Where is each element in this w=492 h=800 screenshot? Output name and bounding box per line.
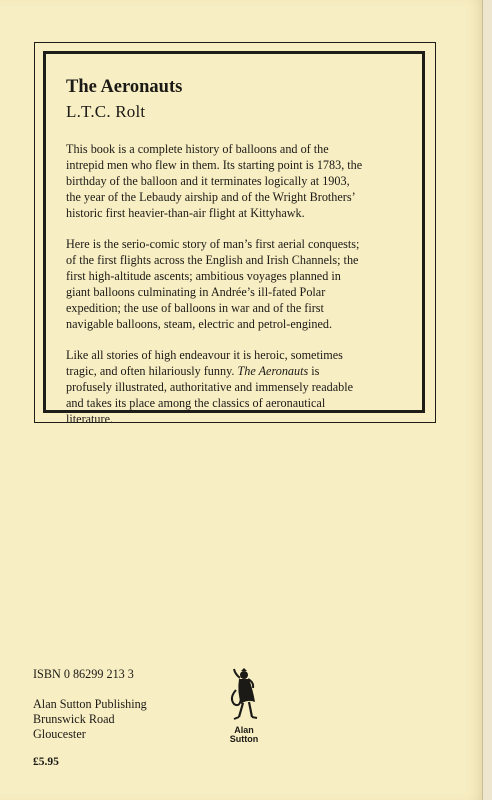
- price: £5.95: [33, 756, 59, 768]
- text-line: literature.: [66, 412, 114, 426]
- text-line: the year of the Lebaudy airship and of the Wright Brothers’: [66, 190, 356, 204]
- logo-wordmark: [221, 726, 267, 744]
- isbn: ISBN 0 86299 213 3: [33, 667, 134, 681]
- text-line: navigable balloons, steam, electric and petrol-engined.: [66, 317, 332, 331]
- aeronaut-figure-icon: [227, 668, 261, 726]
- text-segment: is: [308, 364, 320, 378]
- book-author: L.T.C. Rolt: [66, 102, 146, 121]
- text-line: intrepid men who flew in them. Its starting point is 1783, the: [66, 158, 363, 172]
- text-line: [66, 363, 416, 379]
- publisher-logo: [221, 668, 267, 746]
- text-line: This book is a complete history of balloons and of the: [66, 142, 329, 156]
- publisher-address: [33, 697, 147, 742]
- blurb-paragraph-3: [66, 347, 416, 427]
- text-segment: tragic, and often hilariously funny.: [66, 364, 238, 378]
- text-line: and takes its place among the classics of aeronautical: [66, 396, 326, 410]
- text-line: first high-altitude ascents; ambitious voyages planned in: [66, 269, 341, 283]
- text-line: profusely illustrated, authoritative and immensely readable: [66, 380, 353, 394]
- text-line: birthday of the balloon and it terminates logically at 1903,: [66, 174, 350, 188]
- blurb-box: [66, 76, 416, 427]
- logo-word: Alan: [234, 725, 254, 735]
- logo-word: Sutton: [229, 734, 259, 744]
- text-line: expedition; the use of balloons in war and of the first: [66, 301, 324, 315]
- publisher-name: Alan Sutton Publishing: [33, 697, 147, 711]
- text-line: giant balloons culminating in Andrée’s ill-fated Polar: [66, 285, 326, 299]
- text-line: Like all stories of high endeavour it is heroic, sometimes: [66, 348, 343, 362]
- publisher-city: Gloucester: [33, 727, 86, 741]
- publisher-street: Brunswick Road: [33, 712, 115, 726]
- blurb-paragraph-1: [66, 141, 416, 221]
- book-title: The Aeronauts: [66, 77, 183, 97]
- text-line: historic first heavier-than-air flight at Kittyhawk.: [66, 206, 305, 220]
- blurb-paragraph-2: [66, 236, 416, 332]
- text-line: of the first flights across the English and Irish Channels; the: [66, 253, 359, 267]
- text-line: Here is the serio-comic story of man’s first aerial conquests;: [66, 237, 360, 251]
- italic-book-title: The Aeronauts: [237, 364, 309, 378]
